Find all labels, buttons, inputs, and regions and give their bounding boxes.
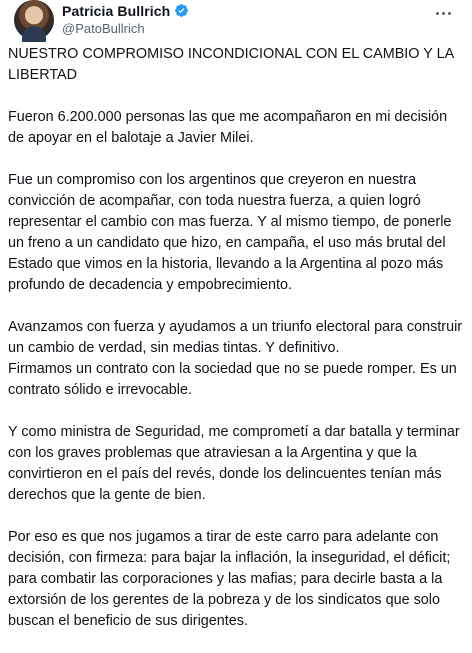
more-options-icon[interactable] [432,4,454,22]
tweet-paragraph: NUESTRO COMPROMISO INCONDICIONAL CON EL CAMBIO Y LA LIBERTAD [8,46,454,83]
tweet-paragraph: Firmamos un contrato con la sociedad que no se puede romper. Es un contrato sólido e irrevocable. [8,361,457,398]
tweet-paragraph: Fue un compromiso con los argentinos que creyeron en nuestra convicción de acompañar, con toda nuestra fuerza, a quien logró representar el cambio con mas fuerza. Y al mismo tiempo, de ponerle un freno a un candidato que hizo, en campaña, el uso más brutal del Estado que vimos en la historia, llevando a la Argentina al pozo más profundo de decadencia y empobrecimiento. [8,172,452,293]
author-handle[interactable]: @PatoBullrich [62,21,145,36]
tweet-paragraph: Avanzamos con fuerza y ayudamos a un triunfo electoral para construir un cambio de verdad, sin medias tintas. Y definitivo. [8,319,463,356]
tweet-paragraph: Fueron 6.200.000 personas las que me acompañaron en mi decisión de apoyar en el balotaje a Javier Milei. [8,109,448,146]
avatar[interactable] [14,0,54,40]
tweet-header [8,0,464,44]
tweet-paragraph: Por eso es que nos jugamos a tirar de este carro para adelante con decisión, con firmeza: para bajar la inflación, la inseguridad, el déficit; para combatir las corporaciones y las mafias; para decirle basta a la extorsión de los gerentes de la pobreza y de los sindicatos que solo buscan el beneficio de sus dirigentes. [8,529,451,629]
author-info [62,2,189,36]
tweet-paragraph: Y como ministra de Seguridad, me comprometí a dar batalla y terminar con los graves problemas que atraviesan a la Argentina y que la convirtieron en el país del revés, donde los delincuentes tenían más derechos que la gente de bien. [8,424,460,503]
tweet-text [8,44,466,653]
author-display-name[interactable]: Patricia Bullrich [62,2,171,19]
name-row [62,2,189,19]
verified-badge-icon [174,3,189,18]
